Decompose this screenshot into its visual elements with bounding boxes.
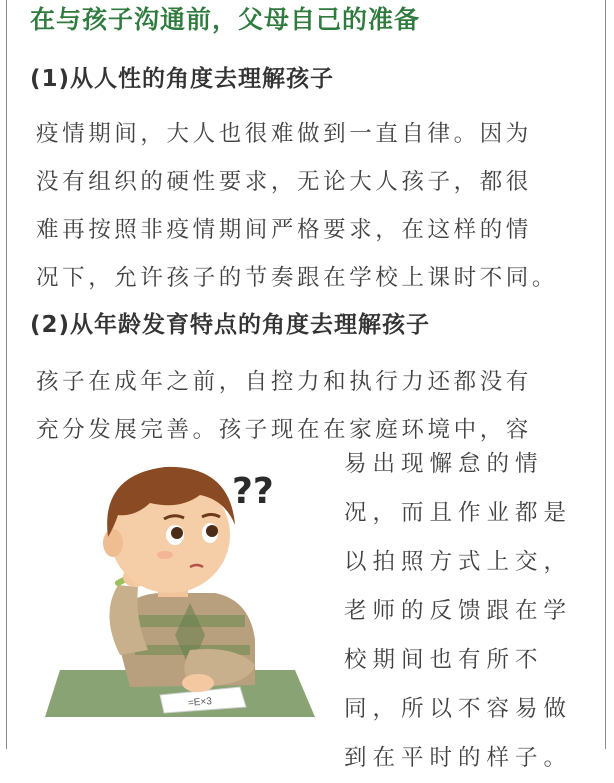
paragraph-line: 易出现懈怠的情 [344,451,544,477]
paragraph-line: 况，而且作业都是 [344,500,573,526]
page-title: 在与孩子沟通前，父母自己的准备 [30,5,421,34]
section1-heading: (1)从人性的角度去理解孩子 [30,66,335,92]
paragraph-line: 疫情期间，大人也很难做到一直自律。因为 [36,121,532,147]
paragraph-line: 况下，允许孩子的节奏跟在学校上课时不同。 [36,265,559,291]
paragraph-line: 充分发展完善。孩子现在在家庭环境中，容 [36,417,532,443]
section1-paragraph [36,110,586,302]
paragraph-line: 难再按照非疫情期间严格要求，在这样的情 [36,217,532,243]
paragraph-line: 孩子在成年之前，自控力和执行力还都没有 [36,369,532,395]
thinking-child-illustration [40,455,325,735]
paragraph-line: 以拍照方式上交， [344,549,573,575]
paragraph-line: 没有组织的硬性要求，无论大人孩子，都很 [36,169,532,195]
paragraph-line: 到在平时的样子。 [344,745,573,771]
section2-wrapped-text [344,440,589,783]
paragraph-line: 校期间也有所不 [344,647,544,673]
question-marks-icon: ?? [232,471,274,512]
section2-heading: (2)从年龄发育特点的角度去理解孩子 [30,312,431,338]
paragraph-line: 老师的反馈跟在学 [344,598,573,624]
paper-writing: =E×3 [187,695,213,710]
paragraph-line: 同，所以不容易做 [344,696,573,722]
